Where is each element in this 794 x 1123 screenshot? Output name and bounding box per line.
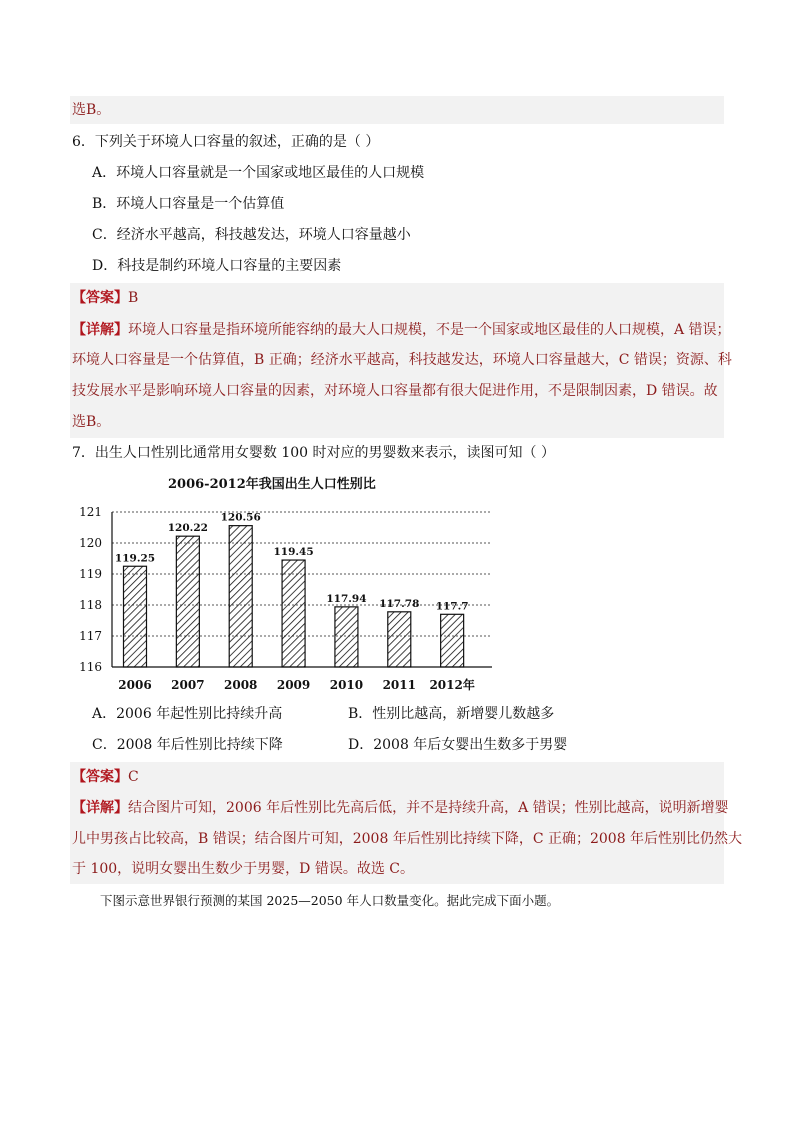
q7-option-c: C．2008 年后性别比持续下降 xyxy=(92,737,283,753)
q6-detail-tag: 【详解】 xyxy=(72,322,128,338)
q6-detail-text-1: 环境人口容量是指环境所能容纳的最大人口规模，不是一个国家或地区最佳的人口规模，A 错误； xyxy=(128,322,731,338)
bar-2010 xyxy=(335,607,358,667)
data-label-2009: 119.45 xyxy=(273,546,314,559)
next-section-note: 下图示意世界银行预测的某国 2025—2050 年人口数量变化。据此完成下面小题。 xyxy=(100,893,560,908)
bar-2007 xyxy=(176,536,199,667)
prev-answer-block xyxy=(70,96,724,124)
q6-answer xyxy=(72,288,138,308)
q7-stem: 7．出生人口性别比通常用女婴数 100 时对应的男婴数来表示，读图可知（ ） xyxy=(72,445,555,461)
x-tick-label-2011: 2011 xyxy=(382,678,416,692)
q6-detail-line-1 xyxy=(72,320,731,340)
data-label-2012年: 117.7 xyxy=(435,600,469,613)
y-tick-label-116: 116 xyxy=(79,660,102,674)
q7-detail-text-1: 结合图片可知，2006 年后性别比先高后低，并不是持续升高，A 错误；性别比越高，说明新增婴 xyxy=(128,800,729,816)
x-tick-label-2007: 2007 xyxy=(171,678,205,692)
q6-detail-line-2: 环境人口容量是一个估算值，B 正确；经济水平越高，科技越发达，环境人口容量越大，C 错误；资源、科 xyxy=(72,352,732,368)
y-tick-label-119: 119 xyxy=(79,567,102,581)
y-tick-label-121: 121 xyxy=(79,505,102,519)
chart-title: 2006-2012年我国出生人口性别比 xyxy=(168,477,376,492)
q6-detail-line-4: 选B。 xyxy=(72,414,111,430)
q7-detail-line-3: 于 100，说明女婴出生数少于男婴，D 错误。故选 C。 xyxy=(72,861,415,877)
q6-detail-line-3: 技发展水平是影响环境人口容量的因素，对环境人口容量都有很大促进作用，不是限制因素，D 错误。故 xyxy=(72,383,718,399)
data-label-2008: 120.56 xyxy=(220,511,261,524)
prev-answer-tail: 选B。 xyxy=(72,102,111,118)
q6-answer-tag: 【答案】 xyxy=(72,290,128,306)
bar-2012年 xyxy=(441,614,464,667)
q7-answer xyxy=(72,767,139,787)
x-tick-label-2006: 2006 xyxy=(118,678,152,692)
sex-ratio-bar-chart xyxy=(60,500,510,700)
bar-2006 xyxy=(124,566,147,667)
bar-2008 xyxy=(229,526,252,667)
q6-answer-value: B xyxy=(128,290,139,306)
data-label-2011: 117.78 xyxy=(379,597,420,610)
q7-option-d: D．2008 年后女婴出生数多于男婴 xyxy=(348,737,568,753)
q7-option-a: A．2006 年起性别比持续升高 xyxy=(92,706,283,722)
data-label-2010: 117.94 xyxy=(326,592,367,605)
bar-2011 xyxy=(388,612,411,667)
q6-option-d: D．科技是制约环境人口容量的主要因素 xyxy=(92,258,342,274)
q7-answer-tag: 【答案】 xyxy=(72,769,128,785)
q7-option-b: B．性别比越高，新增婴儿数越多 xyxy=(348,706,555,722)
q7-answer-value: C xyxy=(128,769,139,785)
x-tick-label-2008: 2008 xyxy=(224,678,258,692)
data-label-2006: 119.25 xyxy=(114,552,156,565)
data-label-2007: 120.22 xyxy=(167,522,208,535)
q7-detail-line-2: 儿中男孩占比较高，B 错误；结合图片可知，2008 年后性别比持续下降，C 正确；2008 年后性别比仍然大 xyxy=(72,831,743,847)
x-tick-label-2012年: 2012年 xyxy=(429,678,475,692)
x-tick-label-2010: 2010 xyxy=(329,678,364,692)
q6-option-c: C．经济水平越高，科技越发达，环境人口容量越小 xyxy=(92,227,411,243)
y-tick-label-120: 120 xyxy=(79,536,102,550)
q6-stem: 6．下列关于环境人口容量的叙述，正确的是（ ） xyxy=(72,134,380,150)
y-tick-label-117: 117 xyxy=(79,629,102,643)
y-tick-label-118: 118 xyxy=(79,598,102,612)
q6-option-b: B．环境人口容量是一个估算值 xyxy=(92,196,285,212)
bar-2009 xyxy=(282,560,305,667)
q7-detail-tag: 【详解】 xyxy=(72,800,128,816)
q6-option-a: A．环境人口容量就是一个国家或地区最佳的人口规模 xyxy=(92,165,425,181)
q7-detail-line-1 xyxy=(72,798,729,818)
x-tick-label-2009: 2009 xyxy=(276,678,311,692)
